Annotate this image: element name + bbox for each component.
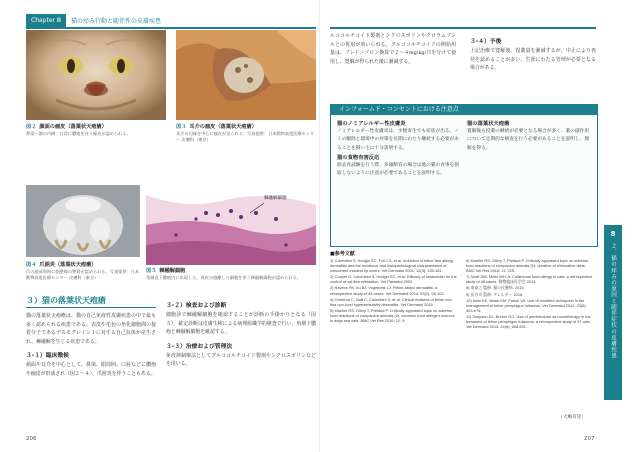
- reference-item: 1) Colombini S, Hodgin EC, Foil CS, et al. Induction of feline flea allergy dermatitis and the incidence and histopathological characteristics of concurrent indolent lip ulcers. Vet Dermatol 2001; 12(3): 155-161.: [330, 258, 454, 274]
- reference-item: 10) Irwin KE, Beale KM, Fadok VA. Use of modified ciclosporin in the management of feline pemphigus foliaceus. Vet Dermatol 2012; 23(5): 403-e76.: [466, 297, 587, 313]
- left-body-column-1: [26, 296, 156, 379]
- subsection-clinical-title: ３-１）臨床徴候: [26, 353, 69, 360]
- subsection-diagnosis-title: ３-２）検査および診断: [166, 303, 227, 309]
- header-rule-right: [330, 27, 596, 29]
- chapter-header: [26, 14, 161, 27]
- left-body-column-2: [166, 296, 316, 369]
- reference-item: 5) Mueller RS, Olivry T, Prélaud P. Critically appraised topic on adverse food reactions of companion animals (2): common food allergen sources in dogs and cats. BMC Vet Res 2016; 12: 9.: [330, 307, 455, 324]
- right-body-column-2: [470, 32, 596, 73]
- diagnosis-paragraph: 細胞診で棘融解細胞を確認することが診断の手掛かりとなる（図５）。確定診断は皮膚生検による病理組織学的検査で行い、角層下膿疱と棘融解細胞を確認する。: [166, 312, 316, 336]
- figure-4-title: 爪囲炎（落葉状天疱瘡）: [39, 262, 97, 268]
- intro-paragraph: 猫の落葉状天疱瘡は、猫の自己免疫性皮膚疾患の中で最も多く認められる疾患である。表皮や毛包の角化細胞間の接着分子であるデスモグレイン１に対する自己抗体が産生され、棘融解を生じる疾患である。: [26, 313, 156, 345]
- page-number-right: 207: [584, 436, 595, 442]
- figure-5-photo: [146, 185, 316, 265]
- references-section: [330, 250, 596, 420]
- author-name: （大嶋有里）: [558, 415, 586, 420]
- consent-flea-text: ノミアレルギー性皮膚炎は、少数寄生でも症状が出る。ノミの駆除と環境中の対策を長期にわたり継続する必要があることを飼い主に十分説明する。: [337, 129, 459, 151]
- chapter-side-tab: [604, 225, 622, 400]
- figure-2-photo: [26, 30, 166, 120]
- side-tab-number: 8: [610, 230, 616, 238]
- reference-item: 4) Ormerod C, Nott C, Colombini S, et al. Clinical features of feline non-flea non-food hypersensitivity dermatitis. Vet Dermatol 2015.: [330, 296, 454, 307]
- right-body-column-1: [330, 32, 456, 66]
- side-tab-text: ２．猫の痒みの原因と随伴症状の皮膚疾患: [610, 243, 616, 359]
- figure-3-num: 図３: [176, 124, 187, 130]
- informed-consent-box: [330, 104, 598, 247]
- reference-item: 3) Ravens PA, Xu BJ, Vogelnest LJ. Feline atopic dermatitis: a retrospective study of 45 cases. Vet Dermatol 2014; 25(2): 95-102.: [330, 285, 445, 296]
- figure-5-body: 角層直下膿疱内に出現した、真皮の遊離した細胞を伴う棘融解細胞が認められる。: [146, 275, 301, 280]
- figure-2-caption: [26, 124, 166, 137]
- figure-2-body: 鼻梁〜額の内側、口唇に膿疱を伴う痂皮が認められる。: [26, 131, 131, 136]
- reference-item: 11) Simpson DL, Burton GG. Use of prednisolone as monotherapy in the treatment of feline pemphigus foliaceus: a retrospective study of 37 cats. Vet Dermatol 2013; 24(6): 598-601.: [466, 313, 591, 330]
- references-heading: ■参考文献: [330, 251, 355, 257]
- figure-5-num: 図５: [146, 268, 157, 274]
- reference-item: 7) Scott DW, Miller WH Jr. Cutaneous food allergy in cats: a retrospective study of 48 cases. 動物臨床医学会 2013.: [466, 274, 593, 285]
- figure-2-num: 図２: [26, 124, 37, 130]
- references-column-1: [330, 258, 458, 324]
- reference-item: 6) Mueller RS, Olivry T, Prélaud P. Critically appraised topic on adverse food reactions of companion animals (1): duration of elimination diets. BMC Vet Res 2015; 11: 225.: [466, 258, 589, 274]
- prognosis-paragraph: 上記治療で寛解後、投薬量を漸減するが、中止により再発を認めることが多い。生涯にわたる管理が必要となる場合がある。: [470, 48, 596, 72]
- figure-3-caption: [176, 124, 316, 142]
- figure-4-photo: [26, 185, 140, 257]
- consent-sub-pemphigus-title: 猫の落葉状天疱瘡: [467, 121, 510, 127]
- treatment-continued-paragraph: ルココルチコイド製剤とシクロスポリンやクロラムブシルとの併用が効いられる。グルココルチコイドの開始用量は、プレドニゾロン換算で２〜４mg/kg/日を分けて使用し、寛解が得られた後に漸減する。: [330, 33, 456, 65]
- figure-3-photo: [176, 30, 316, 120]
- informed-consent-header: インフォームド・コンセントにおける注意点: [331, 105, 597, 115]
- references-column-2: [466, 258, 594, 330]
- page-number-left: 206: [26, 436, 37, 442]
- figure-3-body: 耳介の辺縁を中心に痂皮が見られる。写真提供：日本動物高度医療センター 皮膚科（東京）: [176, 131, 315, 142]
- consent-food-text: 除去食試験を行う際、多頭飼育の場合は他の猫の食事を摂取しないように注意が必要であることを説明する。: [337, 162, 459, 177]
- subsection-prognosis-title: ３-４）予後: [470, 39, 502, 45]
- consent-sub-food-title: 猫の食物有害反応: [337, 154, 380, 161]
- clinical-paragraph: 顔面や耳介を中心として、鼻梁、眼周囲、口唇などに膿疱や痂皮が形成され（図２〜４）、爪囲炎を伴うこともある。: [26, 362, 156, 377]
- figure-4-num: 図４: [26, 262, 37, 268]
- consent-pemphigus-text: 寛解後も投薬の継続が必要となる場合が多く、薬の副作用について定期的な検査を行う必要があることを説明し、理解を得る。: [467, 129, 589, 151]
- informed-consent-column-1: [337, 119, 459, 178]
- chapter-title: 猫の痒み行動と随伴性の皮膚疾患: [71, 18, 162, 25]
- figure-5-title: 棘融解細胞: [159, 268, 186, 274]
- chapter-label: Chapter Ⅲ: [26, 14, 66, 27]
- reference-item: 9) 長谷川 監修. アレルギー 2016.: [466, 291, 524, 297]
- subsection-treatment-title: ３-３）治療および管理法: [166, 343, 233, 350]
- reference-item: 8) 南泰之 監修. 猫の皮膚病. 2015.: [466, 285, 525, 291]
- figure-4-body: 爪の基部周囲に乾酪様の物質が認められる。写真提供：日本動物高度医療センター 皮膚科（東京）: [26, 269, 140, 280]
- page-gutter: [319, 0, 320, 452]
- consent-sub-flea-title: 猫のノミアレルギー性皮膚炎: [337, 121, 406, 127]
- section-title: ３）猫の落葉状天疱瘡: [26, 296, 156, 308]
- figure-5-caption: [146, 268, 316, 281]
- treatment-paragraph: 免疫抑制療法としてグルココルチコイド製剤やシクロスポリンなどを用いる。: [166, 352, 316, 368]
- informed-consent-column-2: [467, 119, 589, 153]
- figure-2-title: 顔面の痂皮（落葉状天疱瘡）: [39, 124, 107, 130]
- figure-3-title: 耳介の痂皮（落葉状天疱瘡）: [189, 124, 257, 130]
- figure-4-caption: [26, 262, 142, 280]
- figure-5-annotation: 棘融解細胞: [264, 196, 287, 201]
- header-rule-left: [26, 27, 316, 29]
- reference-item: 2) Cooper D, Colombini S, Hodgin EC, et al. Efficacy of selamectin for the control of cat flea infestation. Vet Parasitol 2002.: [330, 274, 457, 285]
